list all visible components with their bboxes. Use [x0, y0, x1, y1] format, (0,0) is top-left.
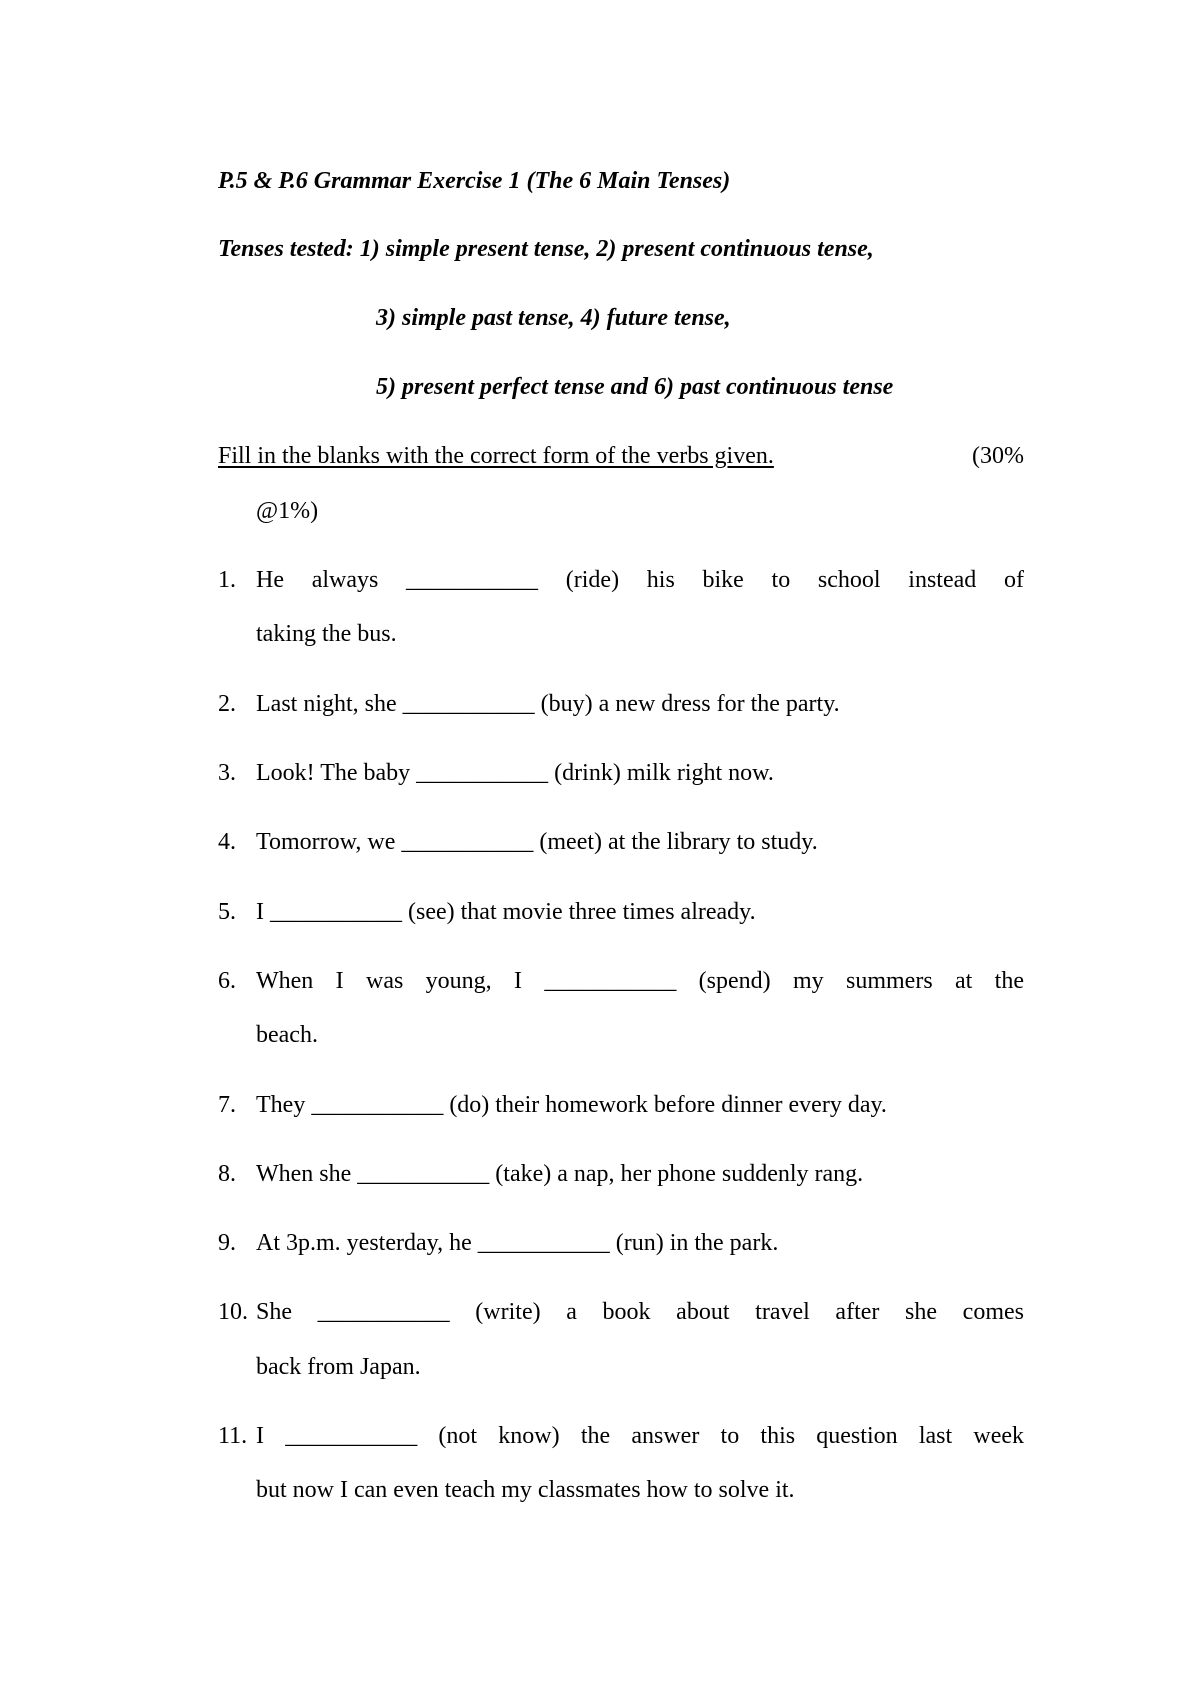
question-2-line-1: Last night, she ___________ (buy) a new dress for the party. — [256, 691, 840, 717]
instruction-line — [218, 441, 1024, 471]
question-10-line-1: She ___________ (write) a book about travel after she comes — [256, 1299, 1024, 1325]
question-number: 8. — [218, 1161, 236, 1187]
question-10-line-2: back from Japan. — [256, 1354, 421, 1380]
question-9-line-1: At 3p.m. yesterday, he ___________ (run) in the park. — [256, 1230, 779, 1256]
question-number: 1. — [218, 567, 236, 593]
question-number: 3. — [218, 760, 236, 786]
question-4-line-1: Tomorrow, we ___________ (meet) at the library to study. — [256, 829, 818, 855]
instruction-marks: (30% — [972, 443, 1024, 469]
question-6-line-2: beach. — [256, 1022, 318, 1048]
question-5-line-1: I ___________ (see) that movie three times already. — [256, 899, 756, 925]
question-number: 4. — [218, 829, 236, 855]
question-number: 5. — [218, 899, 236, 925]
page-title: P.5 & P.6 Grammar Exercise 1 (The 6 Main Tenses) — [218, 168, 731, 194]
tenses-line-2: 3) simple past tense, 4) future tense, — [376, 305, 731, 331]
tenses-line-3: 5) present perfect tense and 6) past continuous tense — [376, 374, 894, 400]
question-11-line-2: but now I can even teach my classmates how to solve it. — [256, 1477, 795, 1503]
question-1-line-1: He always ___________ (ride) his bike to school instead of — [256, 567, 1024, 593]
instruction-text: Fill in the blanks with the correct form of the verbs given. — [218, 443, 774, 469]
question-number: 10. — [218, 1299, 248, 1325]
tenses-line-1: Tenses tested: 1) simple present tense, 2) present continuous tense, — [218, 236, 874, 262]
question-1-line-2: taking the bus. — [256, 621, 397, 647]
question-6-line-1: When I was young, I ___________ (spend) my summers at the — [256, 968, 1024, 994]
question-8-line-1: When she ___________ (take) a nap, her phone suddenly rang. — [256, 1161, 864, 1187]
question-number: 6. — [218, 968, 236, 994]
question-number: 9. — [218, 1230, 236, 1256]
question-number: 11. — [218, 1423, 248, 1449]
question-7-line-1: They ___________ (do) their homework before dinner every day. — [256, 1092, 887, 1118]
question-number: 7. — [218, 1092, 236, 1118]
instruction-marks-cont: @1%) — [256, 498, 319, 524]
question-number: 2. — [218, 691, 236, 717]
question-3-line-1: Look! The baby ___________ (drink) milk right now. — [256, 760, 774, 786]
question-11-line-1: I ___________ (not know) the answer to this question last week — [256, 1423, 1024, 1449]
